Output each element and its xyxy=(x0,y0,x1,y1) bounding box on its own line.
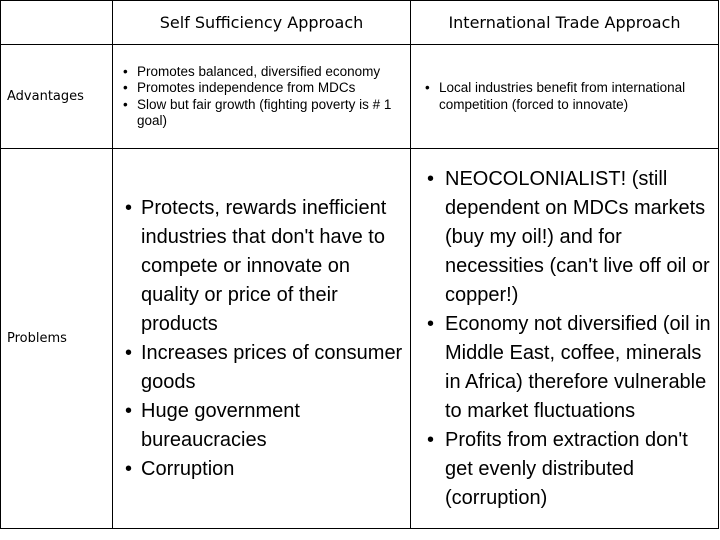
problems-international-trade-list xyxy=(415,165,714,513)
header-international-trade: International Trade Approach xyxy=(411,1,719,45)
list-item: • Promotes independence from MDCs xyxy=(117,80,404,97)
problems-international-trade-cell xyxy=(411,149,719,529)
list-item: • Increases prices of consumer goods xyxy=(117,339,406,397)
advantages-international-trade-list xyxy=(419,80,706,113)
row-label-advantages: Advantages xyxy=(1,45,113,149)
list-item: • Economy not diversified (oil in Middle East, coffee, minerals in Africa) therefore vulnerable to market fluctuations xyxy=(415,310,714,426)
problems-row xyxy=(1,149,719,529)
advantages-international-trade-cell xyxy=(411,45,719,149)
corner-cell xyxy=(1,1,113,45)
list-item: • Slow but fair growth (fighting poverty is # 1 goal) xyxy=(117,97,404,130)
list-item: • Huge government bureaucracies xyxy=(117,397,406,455)
advantages-self-sufficiency-list xyxy=(117,64,404,130)
list-item: • Protects, rewards inefficient industries that don't have to compete or innovate on quality or price of their products xyxy=(117,194,406,339)
list-item: • Local industries benefit from international competition (forced to innovate) xyxy=(419,80,706,113)
list-item: • Promotes balanced, diversified economy xyxy=(117,64,404,81)
list-item: • Corruption xyxy=(117,455,406,484)
advantages-row xyxy=(1,45,719,149)
list-item: • NEOCOLONIALIST! (still dependent on MDCs markets (buy my oil!) and for necessities (can't live off oil or copper!) xyxy=(415,165,714,310)
header-self-sufficiency: Self Sufficiency Approach xyxy=(113,1,411,45)
advantages-self-sufficiency-cell xyxy=(113,45,411,149)
problems-self-sufficiency-cell xyxy=(113,149,411,529)
row-label-problems: Problems xyxy=(1,149,113,529)
header-row xyxy=(1,1,719,45)
problems-self-sufficiency-list xyxy=(117,194,406,484)
list-item: • Profits from extraction don't get evenly distributed (corruption) xyxy=(415,426,714,513)
